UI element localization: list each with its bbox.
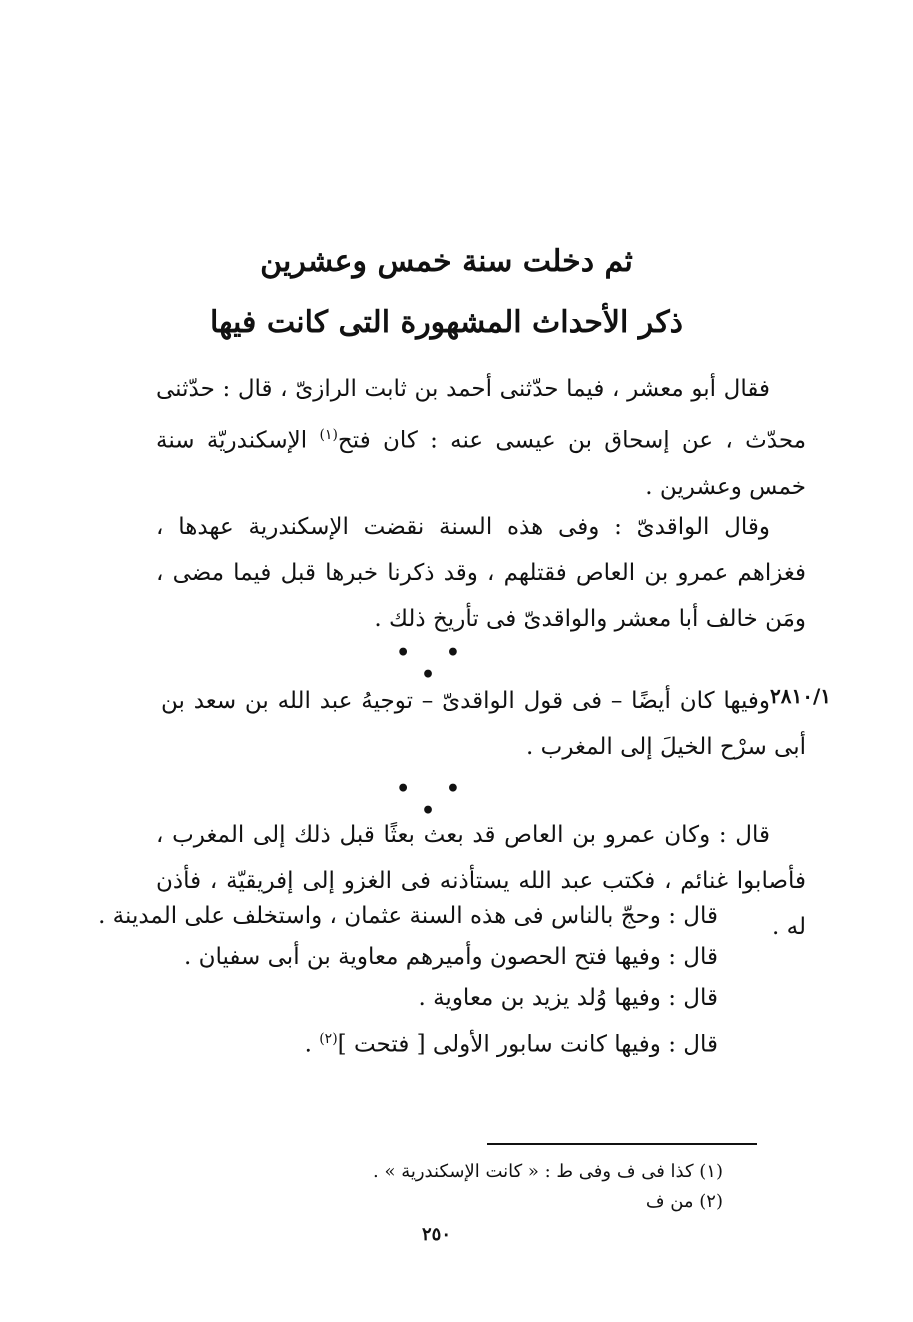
page-number: ٢٥٠ — [421, 1224, 451, 1245]
paragraph-abu-mashar — [156, 366, 806, 510]
chapter-title: ثم دخلت سنة خمس وعشرين — [260, 244, 633, 279]
qala-line-yazid: قال : وفيها وُلد يزيد بن معاوية . — [418, 985, 718, 1011]
qala-line-hajj: قال : وحجّ بالناس فى هذه السنة عثمان ، واستخلف على المدينة . — [98, 903, 718, 929]
paragraph-text: فقال أبو معشر ، فيما حدّثنى أحمد بن ثابت الرازىّ ، قال : حدّثنى محدّث ، عن إسحاق بن عيسى عنه : كان فتح — [156, 376, 807, 454]
paragraph-maghrib — [161, 678, 806, 770]
footnote-1: (١) كذا فى ف وفى ط : « كانت الإسكندرية » . — [373, 1161, 723, 1182]
margin-page-reference: ٢٨١٠/١ — [770, 684, 832, 708]
section-separator: • • • — [396, 640, 474, 688]
line-text-tail: . — [304, 1031, 320, 1058]
footnote-marker: (٢) — [319, 1031, 338, 1047]
paragraph-waqidi — [156, 504, 806, 642]
paragraph-text: وقال الواقدىّ : وفى هذه السنة نقضت الإسكندرية عهدها ، فغزاهم عمرو بن العاص فقتلهم ، وقد ذكرنا خبرها قبل فيما مضى ، ومَن خالف أبا معشر والواقدىّ فى تأريخ ذلك . — [156, 514, 806, 632]
paragraph-text: قال : وكان عمرو بن العاص قد بعث بعثًا قبل ذلك إلى المغرب ، فأصابوا غنائم ، فكتب عبد الله يستأذنه فى الغزو إلى إفريقيّة ، فأذن له . — [156, 822, 806, 940]
footnote-divider — [487, 1143, 757, 1145]
footnote-marker: (١) — [319, 427, 338, 443]
paragraph-text: وفيها كان أيضًا – فى قول الواقدىّ – توجيهُ عبد الله بن سعد بن أبى سرْح الخيلَ إلى المغرب . — [161, 688, 806, 760]
qala-line-husun: قال : وفيها فتح الحصون وأميرهم معاوية بن أبى سفيان . — [183, 944, 718, 970]
qala-line-sabur — [305, 1019, 718, 1065]
footnote-2: (٢) من ف — [645, 1191, 723, 1212]
section-subtitle: ذكر الأحداث المشهورة التى كانت فيها — [210, 305, 683, 340]
line-text: قال : وفيها كانت سابور الأولى [ فتحت ] — [337, 1031, 718, 1058]
paragraph-text-tail: الإسكندريّة سنة خمس وعشرين . — [156, 427, 806, 500]
section-separator: • • • — [396, 776, 474, 824]
